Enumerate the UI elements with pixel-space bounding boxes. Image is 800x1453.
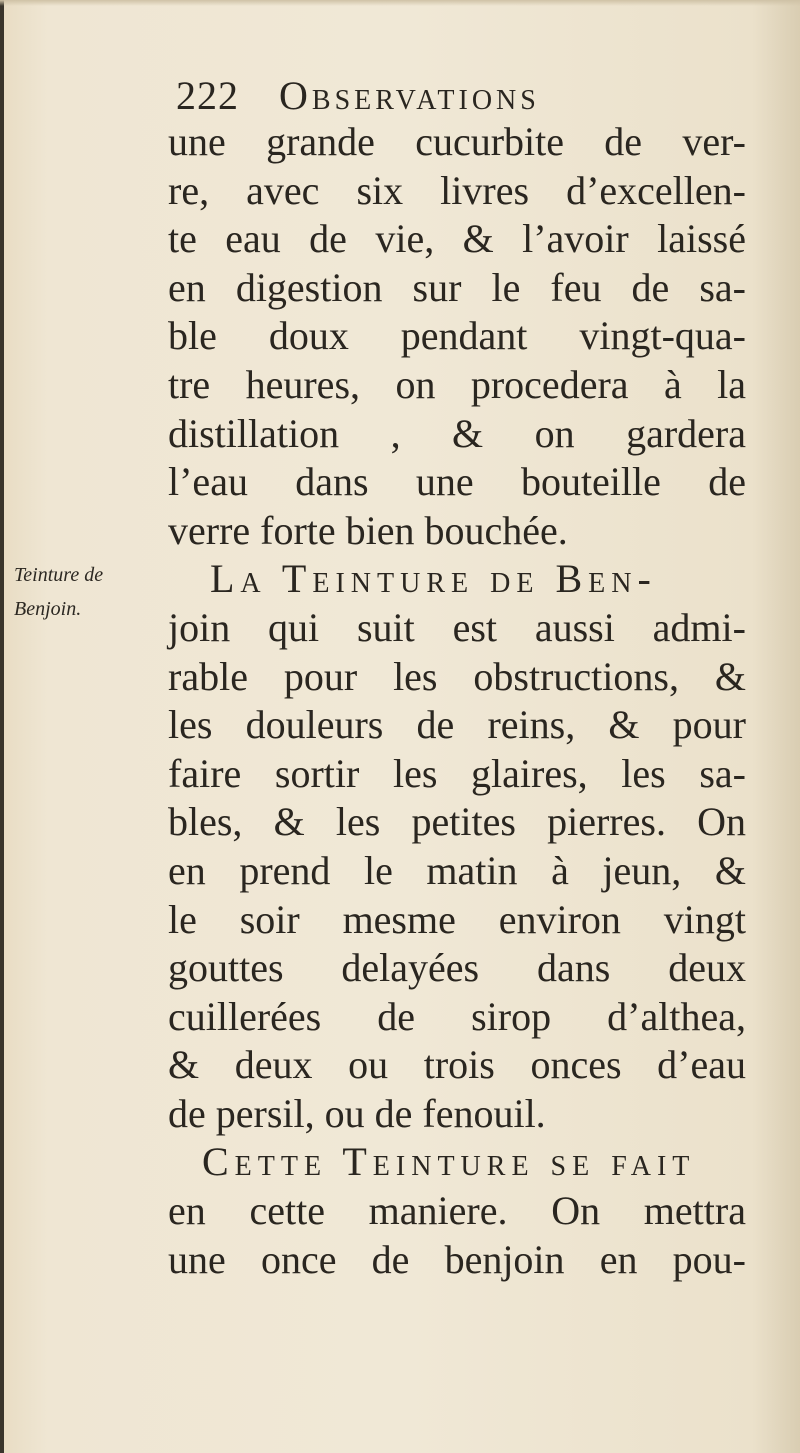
- text-line: cuillerées de sirop d’althea,: [168, 993, 746, 1039]
- text-line: distillation , & on gardera: [168, 410, 746, 456]
- text-line: les douleurs de reins, & pour: [168, 702, 746, 748]
- running-head: Observations: [279, 73, 540, 118]
- text-line: La Teinture de Ben-: [210, 556, 657, 602]
- text-line: Cette Teinture se fait: [202, 1139, 696, 1185]
- page-number: 222: [176, 73, 239, 118]
- text-line: le soir mesme environ vingt: [168, 896, 746, 942]
- text-line: l’eau dans une bouteille de: [168, 459, 746, 505]
- text-line: une once de benjoin en pou-: [168, 1236, 746, 1282]
- page-top-edge: [0, 0, 800, 6]
- margin-note-line: Teinture de: [14, 564, 104, 586]
- text-line: te eau de vie, & l’avoir laissé: [168, 216, 746, 262]
- margin-note-line: Benjoin.: [14, 598, 82, 620]
- text-line: faire sortir les glaires, les sa-: [168, 750, 746, 796]
- body-text: [168, 118, 746, 1284]
- text-line: en cette maniere. On mettra: [168, 1188, 746, 1234]
- text-line: en prend le matin à jeun, &: [168, 847, 746, 893]
- text-line: rable pour les obstructions, &: [168, 653, 746, 699]
- text-line: re, avec six livres d’excellen-: [168, 167, 746, 213]
- text-line: join qui suit est aussi admi-: [168, 604, 746, 650]
- text-line: de persil, ou de fenouil.: [168, 1090, 546, 1136]
- page-left-edge: [0, 0, 4, 1453]
- text-line: tre heures, on procedera à la: [168, 361, 746, 407]
- text-line: gouttes delayées dans deux: [168, 945, 746, 991]
- text-line: une grande cucurbite de ver-: [168, 119, 746, 164]
- text-line: en digestion sur le feu de sa-: [168, 264, 746, 310]
- text-line: ble doux pendant vingt-qua-: [168, 313, 746, 359]
- text-line: & deux ou trois onces d’eau: [168, 1042, 746, 1088]
- text-line: verre forte bien bouchée.: [168, 507, 568, 553]
- text-line: bles, & les petites pierres. On: [168, 799, 746, 845]
- margin-note: [14, 558, 174, 626]
